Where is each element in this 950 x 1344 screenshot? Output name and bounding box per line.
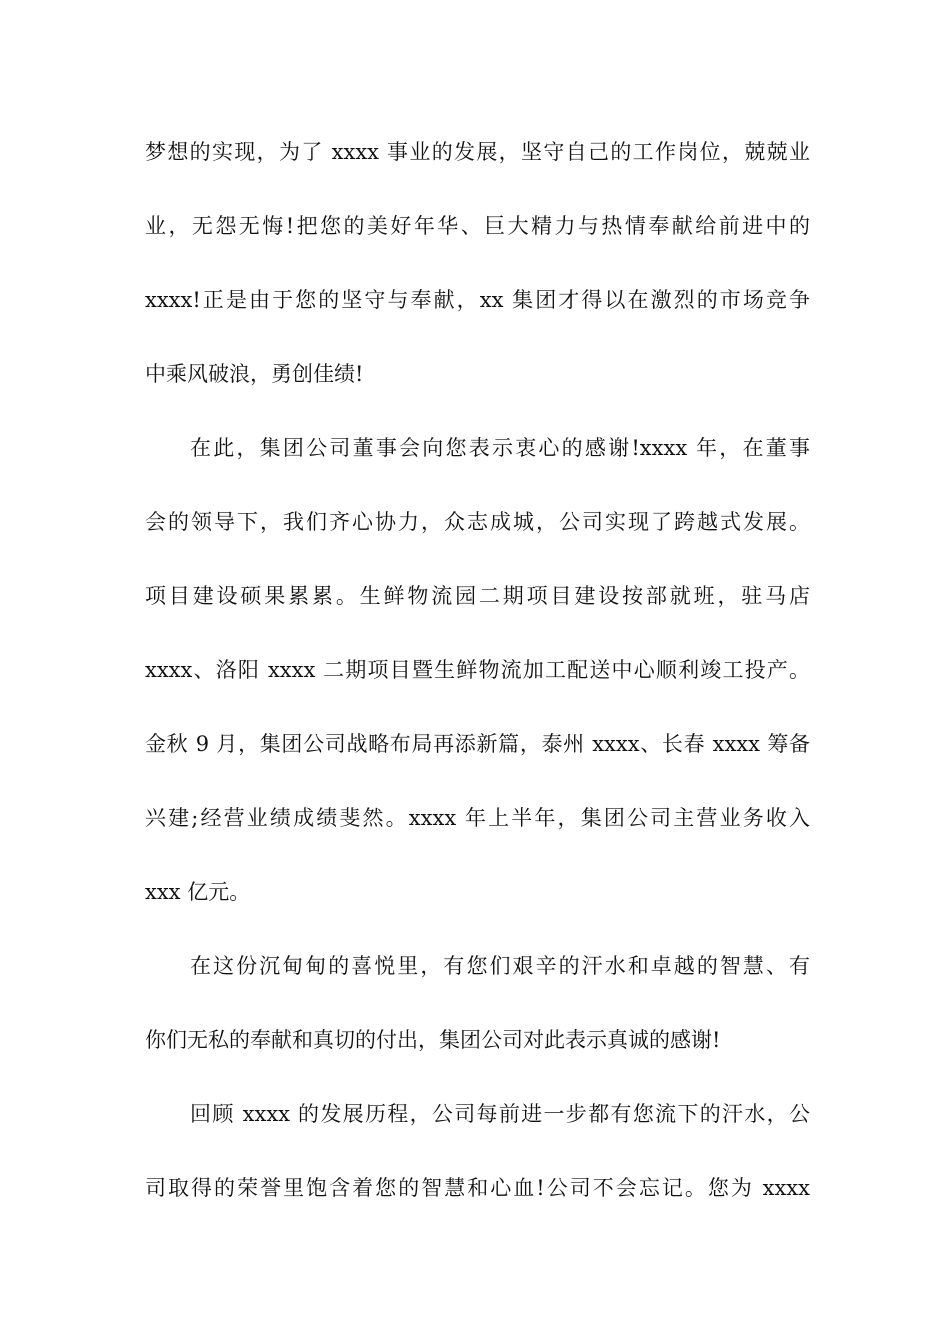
document-body bbox=[145, 134, 810, 1244]
paragraph-start-line-14: 回顾 xxxx 的发展历程，公司每前进一步都有您流下的汗水，公 bbox=[190, 1102, 810, 1126]
text-line-15: 司取得的荣誉里饱含着您的智慧和心血!公司不会忘记。您为 xxxx bbox=[145, 1176, 810, 1200]
text-line-10: 兴建;经营业绩成绩斐然。xxxx 年上半年，集团公司主营业务收入 bbox=[145, 806, 810, 830]
paragraph-start-line-12: 在这份沉甸甸的喜悦里，有您们艰辛的汗水和卓越的智慧、有 bbox=[190, 954, 810, 978]
text-line-6: 会的领导下，我们齐心协力，众志成城，公司实现了跨越式发展。 bbox=[145, 510, 810, 534]
text-line-7: 项目建设硕果累累。生鲜物流园二期项目建设按部就班，驻马店 bbox=[145, 584, 810, 608]
paragraph-start-line-5: 在此，集团公司董事会向您表示衷心的感谢!xxxx 年，在董事 bbox=[190, 436, 810, 460]
text-line-9: 金秋 9 月，集团公司战略布局再添新篇，泰州 xxxx、长春 xxxx 筹备 bbox=[145, 732, 810, 756]
text-line-1: 梦想的实现，为了 xxxx 事业的发展，坚守自己的工作岗位，兢兢业 bbox=[145, 140, 810, 164]
text-line-13: 你们无私的奉献和真切的付出，集团公司对此表示真诚的感谢! bbox=[145, 1028, 721, 1052]
text-line-8: xxxx、洛阳 xxxx 二期项目暨生鲜物流加工配送中心顺利竣工投产。 bbox=[145, 658, 810, 682]
text-line-11: xxx 亿元。 bbox=[145, 880, 251, 904]
text-line-4: 中乘风破浪，勇创佳绩! bbox=[145, 362, 364, 386]
text-line-2: 业，无怨无悔!把您的美好年华、巨大精力与热情奉献给前进中的 bbox=[145, 214, 810, 238]
text-line-3: xxxx!正是由于您的坚守与奉献，xx 集团才得以在激烈的市场竞争 bbox=[145, 288, 810, 312]
